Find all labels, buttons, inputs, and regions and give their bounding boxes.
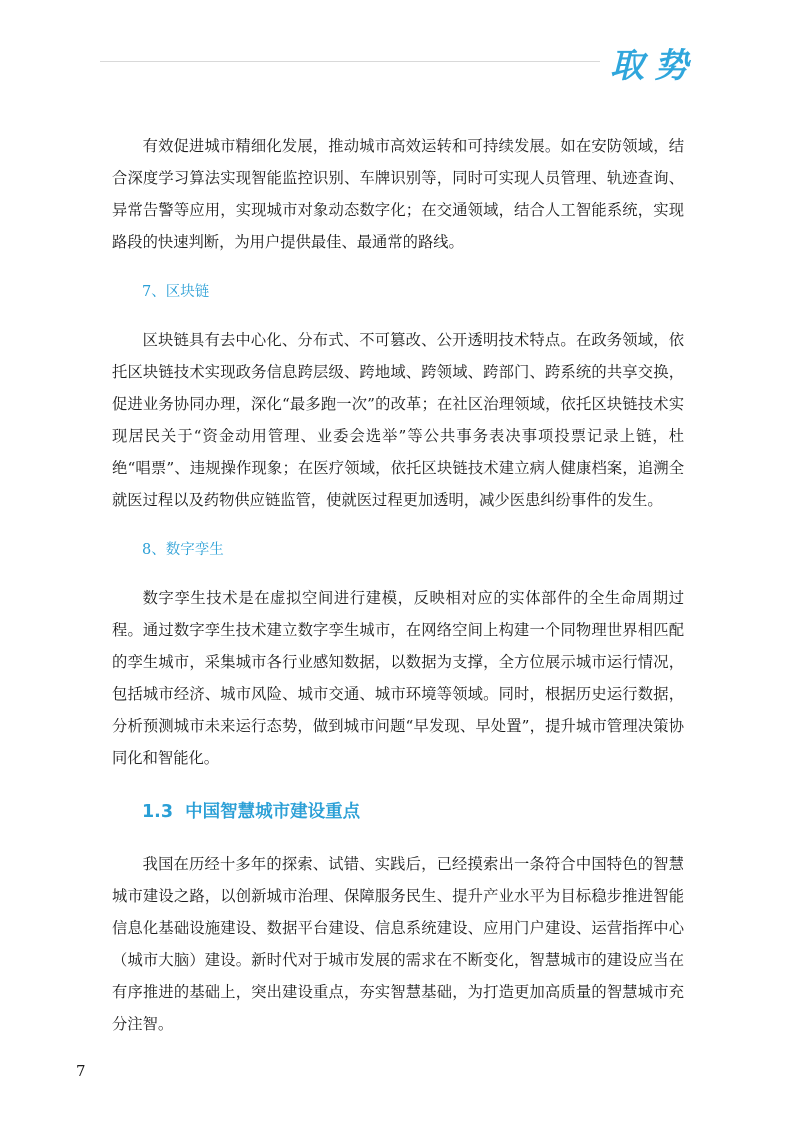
section-number: 1.3 (142, 802, 174, 822)
paragraph-digital-twin: 数字孪生技术是在虚拟空间进行建模，反映相对应的实体部件的全生命周期过程。通过数字孪生技术建立数字孪生城市，在网络空间上构建一个同物理世界相匹配的孪生城市，采集城市各行业感知数据，以数据为支撑，全方位展示城市运行情况，包括城市经济、城市风险、城市交通、城市环境等领域。同时，根据历史运行数据，分析预测城市未来运行态势，做到城市问题“早发现、早处置”，提升城市管理决策协同化和智能化。 (112, 589, 684, 767)
header-divider (100, 61, 600, 62)
paragraph-smart-city-priorities: 我国在历经十多年的探索、试错、实践后，已经摸索出一条符合中国特色的智慧城市建设之路，以创新城市治理、保障服务民生、提升产业水平为目标稳步推进智能信息化基础设施建设、数据平台建设、信息系统建设、应用门户建设、运营指挥中心（城市大脑）建设。新时代对于城市发展的需求在不断变化，智慧城市的建设应当在有序推进的基础上，突出建设重点，夯实智慧基础，为打造更加高质量的智慧城市充分注智。 (112, 855, 684, 1033)
page-body (112, 130, 684, 1040)
subheading-digital-twin: 8、数字孪生 (142, 542, 224, 558)
subheading-blockchain: 7、区块链 (142, 284, 210, 300)
section-title: 中国智慧城市建设重点 (185, 802, 361, 822)
page-number: 7 (76, 1062, 86, 1080)
paragraph-blockchain: 区块链具有去中心化、分布式、不可篡改、公开透明技术特点。在政务领域，依托区块链技术实现政务信息跨层级、跨地域、跨领域、跨部门、跨系统的共享交换，促进业务协同办理，深化“最多跑一次”的改革；在社区治理领域，依托区块链技术实现居民关于“资金动用管理、业委会选举”等公共事务表决事项投票记录上链，杜绝“唱票”、违规操作现象；在医疗领域，依托区块链技术建立病人健康档案，追溯全就医过程以及药物供应链监管，使就医过程更加透明，减少医患纠纷事件的发生。 (112, 331, 684, 509)
paragraph-ai-applications: 有效促进城市精细化发展，推动城市高效运转和可持续发展。如在安防领域，结合深度学习算法实现智能监控识别、车牌识别等，同时可实现人员管理、轨迹查询、异常告警等应用，实现城市对象动态数字化；在交通领域，结合人工智能系统，实现路段的快速判断，为用户提供最佳、最通常的路线。 (112, 137, 684, 251)
brand-logo: 取势 (610, 46, 698, 86)
section-heading (112, 798, 684, 826)
